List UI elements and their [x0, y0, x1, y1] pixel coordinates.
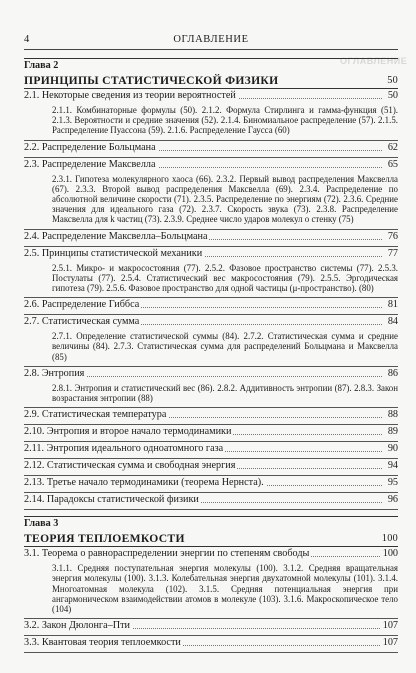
toc-section: [24, 619, 398, 636]
toc-entry[interactable]: [24, 368, 398, 381]
toc-entry[interactable]: [24, 494, 398, 507]
section-page-number: 88: [387, 409, 398, 421]
toc-section: [24, 442, 398, 459]
section-title: 2.7. Статистическая сумма: [24, 316, 140, 328]
subsection-list: 2.8.1. Энтропия и статистический вес (86). 2.8.2. Аддитивность энтропии (87). 2.8.3. Закон возрастания энтропии (88): [52, 382, 398, 404]
section-page-number: 76: [387, 230, 398, 242]
section-title: 2.1. Некоторые сведения из теории вероятностей: [24, 90, 236, 101]
bleed-through-text: ОГЛАВЛЕНИЕ: [340, 56, 408, 66]
section-title: 2.4. Распределение Максвелла–Больцмана: [24, 230, 208, 242]
section-page-number: 100: [382, 548, 398, 560]
page-header: [24, 34, 398, 50]
section-page-number: 81: [387, 299, 398, 311]
toc-section: [24, 230, 398, 247]
toc-entry[interactable]: [24, 231, 398, 244]
toc-section: [24, 459, 398, 476]
section-title: 3.3. Квантовая теория теплоемкости: [24, 637, 181, 649]
section-title: 3.2. Закон Дюлонга–Пти: [24, 620, 130, 632]
toc-entry[interactable]: [24, 159, 398, 172]
section-page-number: 96: [387, 494, 398, 506]
toc-entry[interactable]: [24, 443, 398, 456]
toc-section: [24, 247, 398, 299]
chapter-title: ТЕОРИЯ ТЕПЛОЕМКОСТИ: [24, 532, 185, 546]
toc-entry[interactable]: [24, 90, 398, 103]
chapter-title-row[interactable]: [24, 73, 398, 88]
section-page-number: 77: [387, 247, 398, 259]
section-title: 2.14. Парадоксы статистической физики: [24, 494, 199, 506]
section-title: 2.2. Распределение Больцмана: [24, 141, 156, 153]
toc-section: [24, 408, 398, 425]
section-title: 2.9. Статистическая температура: [24, 409, 167, 421]
section-page-number: 62: [387, 141, 398, 153]
subsection-list: 2.1.1. Комбинаторные формулы (50). 2.1.2. Формула Стирлинга и гамма-функция (51). 2.1.3. Вероятности и средние значения (52). 2.1.4. Биномиальное распределение (57). 2.1.5. Распределение Пуассона (59). 2.1.6. Распределение Гаусса (60): [52, 105, 398, 136]
section-title: 2.13. Третье начало термодинамики (теорема Нернста).: [24, 477, 264, 489]
toc-section: [24, 636, 398, 653]
toc-section: [24, 315, 398, 367]
chapter-title: ПРИНЦИПЫ СТАТИСТИЧЕСКОЙ ФИЗИКИ: [24, 74, 279, 87]
section-title: 3.1. Теорема о равнораспределении энергии по степеням свободы: [24, 548, 310, 560]
section-title: 2.5. Принципы статистической механики: [24, 247, 203, 259]
section-rule: [24, 652, 398, 653]
toc-entry[interactable]: [24, 299, 398, 312]
toc-entry[interactable]: [24, 637, 398, 650]
toc-section: [24, 493, 398, 510]
subsection-list: 2.3.1. Гипотеза молекулярного хаоса (66). 2.3.2. Первый вывод распределения Максвелла (67). 2.3.3. Второй вывод распределения Максвелла (69). 2.3.4. Распределение по абсолютной величине скорости (71). 2.3.5. Распределение по энергиям (72). 2.3.6. Средние значения для идеального газа (72). 2.3.7. Скорость звука (73). 2.3.8. Распределение Максвелла для k частиц (73). 2.3.9. Среднее число ударов молекул о стенку (75): [52, 173, 398, 225]
toc-entry[interactable]: [24, 426, 398, 439]
toc-section: [24, 158, 398, 230]
section-page-number: 107: [382, 637, 398, 649]
section-page-number: 84: [387, 316, 398, 328]
section-title: 2.12. Статистическая сумма и свободная энергия: [24, 460, 236, 472]
chapter-label: Глава 3: [24, 518, 59, 530]
section-page-number: 50: [387, 90, 398, 101]
table-of-contents: [24, 58, 398, 653]
toc-entry[interactable]: [24, 409, 398, 422]
chapter-title-row[interactable]: [24, 531, 398, 546]
toc-entry[interactable]: [24, 460, 398, 473]
subsection-list: 2.5.1. Микро- и макросостояния (77). 2.5.2. Фазовое пространство системы (77). 2.5.3. Постулаты (77). 2.5.4. Статистический вес макросостояния (79). 2.5.5. Эргодическая гипотеза (79). 2.5.6. Фазовое пространство для одной частицы (μ-пространство). (80): [52, 262, 398, 294]
section-page-number: 89: [387, 426, 398, 438]
toc-section: [24, 141, 398, 158]
section-page-number: 94: [387, 460, 398, 472]
subsection-list: 3.1.1. Средняя поступательная энергия молекулы (100). 3.1.2. Средняя вращательная энергия молекулы (100). 3.1.3. Колебательная энергия двухатомной молекулы (101). 3.1.4. Многоатомная молекула (102). 3.1.5. Средняя потенциальная энергия при ангармоническом взаимодействии атомов в молекуле (103). 3.1.6. Макроскопическое тело (104): [52, 563, 398, 615]
toc-entry[interactable]: [24, 620, 398, 633]
toc-entry[interactable]: [24, 477, 398, 490]
section-title: 2.11. Энтропия идеального одноатомного газа: [24, 443, 224, 455]
toc-section: [24, 89, 398, 141]
toc-section: [24, 298, 398, 315]
chapter-label: Глава 2: [24, 60, 59, 71]
toc-section: [24, 367, 398, 408]
section-page-number: 86: [387, 367, 398, 379]
toc-section: [24, 425, 398, 442]
section-page-number: 65: [387, 158, 398, 170]
chapter-heading: [24, 59, 398, 88]
toc-section: [24, 547, 398, 619]
chapter-page-number: 100: [381, 533, 398, 545]
chapter-heading: [24, 517, 398, 546]
subsection-list: 2.7.1. Определение статистической суммы (84). 2.7.2. Статистическая сумма и средние величины (84). 2.7.3. Статистическая сумма для распределений Больцмана и Максвелла (85): [52, 331, 398, 362]
toc-entry[interactable]: [24, 142, 398, 155]
section-title: 2.10. Энтропия и второе начало термодинамики: [24, 426, 232, 438]
toc-entry[interactable]: [24, 248, 398, 261]
section-title: 2.6. Распределение Гиббса: [24, 299, 140, 311]
section-rule: [24, 509, 398, 510]
section-page-number: 90: [387, 443, 398, 455]
running-title: ОГЛАВЛЕНИЕ: [173, 34, 249, 45]
chapter-page-number: 50: [387, 75, 398, 86]
section-page-number: 107: [382, 620, 398, 632]
toc-entry[interactable]: [24, 316, 398, 329]
section-title: 2.3. Распределение Максвелла: [24, 158, 156, 170]
section-page-number: 95: [387, 477, 398, 489]
toc-section: [24, 476, 398, 493]
section-title: 2.8. Энтропия: [24, 367, 85, 379]
page-number: 4: [24, 34, 30, 45]
toc-entry[interactable]: [24, 548, 398, 561]
